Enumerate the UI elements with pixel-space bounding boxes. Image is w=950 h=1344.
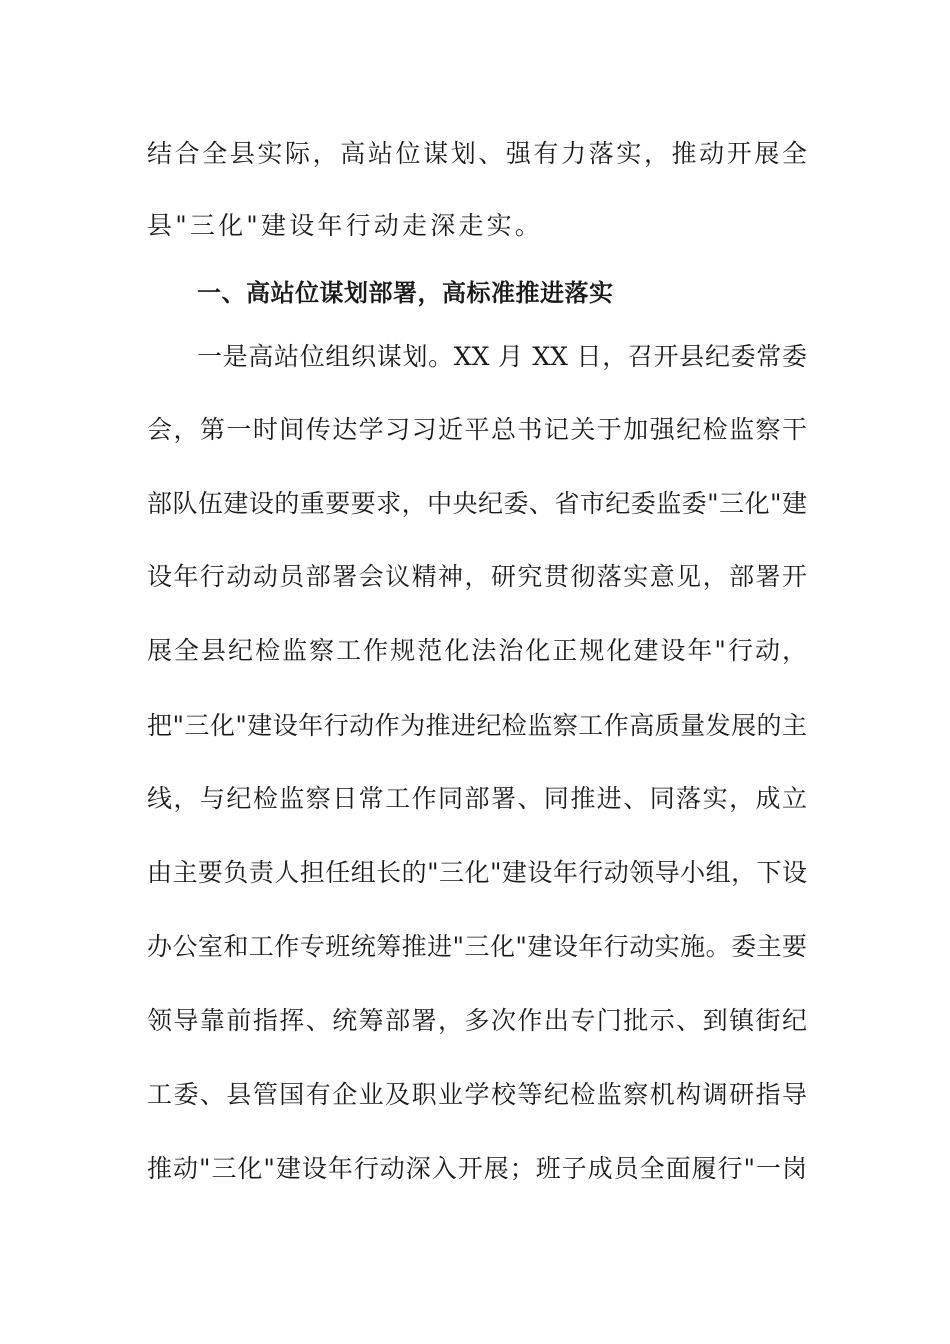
paragraph-line: 推动"三化"建设年行动深入开展；班子成员全面履行"一岗 [147,1154,807,1183]
paragraph-line: 线，与纪检监察日常工作同部署、同推进、同落实，成立 [147,784,807,813]
paragraph-line: 县"三化"建设年行动走深走实。 [147,211,543,240]
paragraph-line: 会，第一时间传达学习习近平总书记关于加强纪检监察干 [147,415,807,444]
paragraph-line: 设年行动动员部署会议精神，研究贯彻落实意见，部署开 [147,562,807,591]
paragraph-line: 展全县纪检监察工作规范化法治化正规化建设年"行动， [147,636,807,665]
paragraph-line: 领导靠前指挥、统筹部署，多次作出专门批示、到镇街纪 [147,1006,807,1035]
paragraph-line: 由主要负责人担任组长的"三化"建设年行动领导小组，下设 [147,858,807,887]
paragraph-line: 把"三化"建设年行动作为推进纪检监察工作高质量发展的主 [147,711,807,740]
paragraph-line: 工委、县管国有企业及职业学校等纪检监察机构调研指导 [147,1080,807,1109]
paragraph-line: 结合全县实际，高站位谋划、强有力落实，推动开展全 [147,139,807,168]
section-heading: 一、高站位谋划部署，高标准推进落实 [197,279,614,307]
paragraph-line: 办公室和工作专班统筹推进"三化"建设年行动实施。委主要 [147,932,807,961]
paragraph-line: 一是高站位组织谋划。XX 月 XX 日，召开县纪委常委 [197,342,807,371]
paragraph-line: 部队伍建设的重要要求，中央纪委、省市纪委监委"三化"建 [147,489,807,518]
